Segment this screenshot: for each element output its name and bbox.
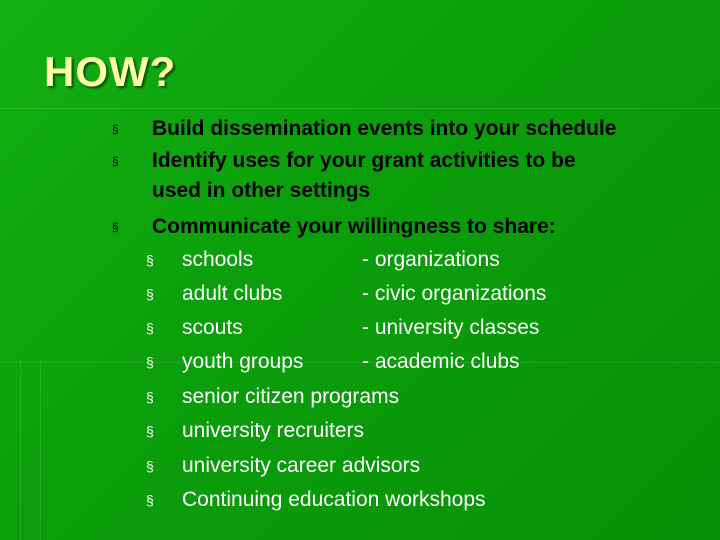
sub-bullet-item: university recruiters [182,419,365,442]
sub-bullet-item: schools [182,248,254,271]
bullet-marker: § [112,122,119,136]
bullet-marker: § [112,154,119,168]
sub-bullet-marker: § [146,286,154,302]
sub-bullet-item: university career advisors [182,454,421,477]
sub-bullet-item: adult clubs [182,282,283,305]
sub-bullet-item: Continuing education workshops [182,488,486,511]
slide-title: HOW? [44,48,177,95]
sub-bullet-marker: § [146,492,154,508]
bullet-item: Build dissemination events into your schedule [152,117,617,140]
bullet-item: Communicate your willingness to share: [152,215,556,238]
bullet-item-continuation: used in other settings [152,179,371,202]
sub-bullet-item-right: - academic clubs [362,350,520,373]
bullet-item: Identify uses for your grant activities to be [152,149,576,172]
sub-bullet-item: youth groups [182,350,304,373]
bullet-marker: § [112,220,119,234]
sub-bullet-item-right: - civic organizations [362,282,547,305]
sub-bullet-item-right: - university classes [362,316,540,339]
sub-bullet-item: scouts [182,316,243,339]
sub-bullet-marker: § [146,458,154,474]
sub-bullet-marker: § [146,423,154,439]
sub-bullet-item-right: - organizations [362,248,500,271]
sub-bullet-item: senior citizen programs [182,385,400,408]
sub-bullet-marker: § [146,252,154,268]
sub-bullet-marker: § [146,389,154,405]
sub-bullet-marker: § [146,354,154,370]
sub-bullet-marker: § [146,320,154,336]
